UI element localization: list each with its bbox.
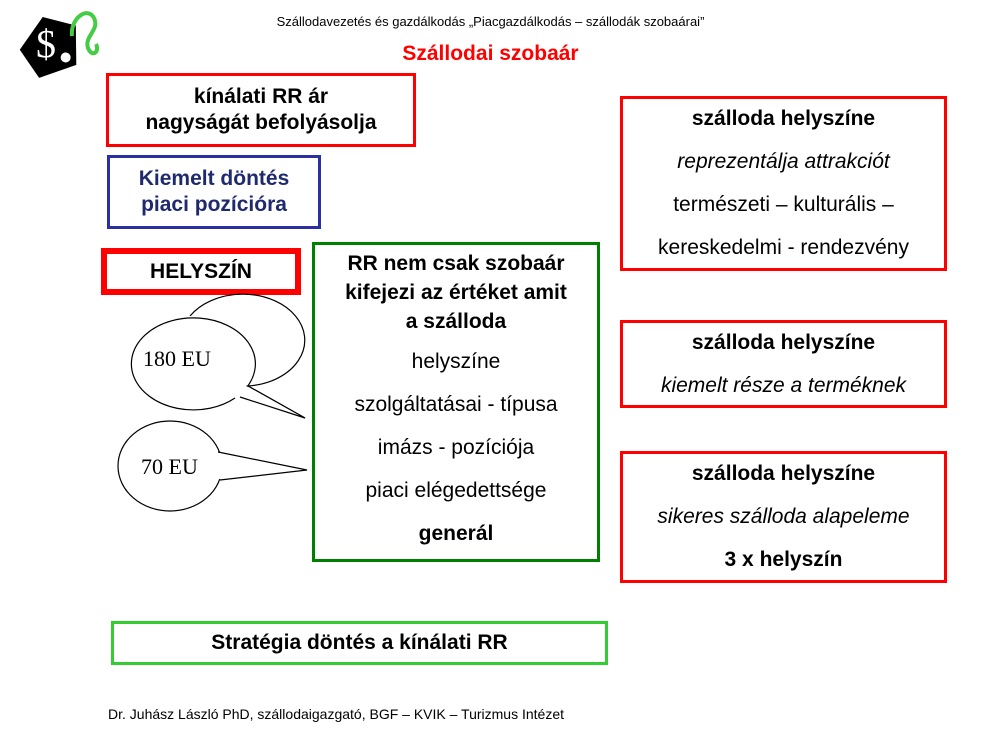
callout-180-label: 180 EU <box>143 346 211 371</box>
center-line3: a szálloda <box>405 310 507 333</box>
right1-italic: reprezentálja attrakciót <box>677 150 890 173</box>
right-box-3 <box>620 451 947 583</box>
helyszin-label: HELYSZÍN <box>150 259 252 283</box>
strategy-label: Stratégia döntés a kínálati RR <box>211 631 508 654</box>
header-text: Szállodavezetés és gazdálkodás „Piacgazdálkodás – szállodák szobaárai” <box>276 14 705 29</box>
right2-title: szálloda helyszíne <box>691 331 876 354</box>
right-box-1 <box>620 96 947 271</box>
center-item: piaci elégedettsége <box>365 479 547 502</box>
center-box <box>312 242 600 562</box>
center-item: imázs - pozíciója <box>377 436 535 459</box>
right3-italic: sikeres szálloda alapeleme <box>657 505 910 528</box>
center-item: helyszíne <box>411 350 501 373</box>
right3-title: szálloda helyszíne <box>691 462 876 485</box>
right-box-2 <box>620 320 947 408</box>
strategy-box <box>111 621 608 665</box>
center-line1: RR nem csak szobaár <box>347 252 565 275</box>
right1-line3: természeti – kulturális – <box>673 193 894 216</box>
svg-text:$: $ <box>35 21 56 67</box>
footer-text: Dr. Juhász László PhD, szállodaigazgató, BGF – KVIK – Turizmus Intézet <box>108 706 564 722</box>
right1-title: szálloda helyszíne <box>691 107 876 130</box>
right2-italic: kiemelt része a terméknek <box>660 374 907 397</box>
kiemelt-line1: Kiemelt döntés <box>138 167 290 190</box>
kinalati-line1: kínálati RR ár <box>193 85 329 108</box>
callout-70-label: 70 EU <box>141 454 198 479</box>
kiemelt-line2: piaci pozícióra <box>141 193 287 216</box>
page-title: Szállodai szobaár <box>402 42 579 65</box>
right1-line4: kereskedelmi - rendezvény <box>658 236 909 259</box>
center-line2: kifejezi az értéket amit <box>345 281 567 304</box>
kinalati-line2: nagyságát befolyásolja <box>145 111 377 134</box>
center-last: generál <box>418 522 494 545</box>
center-item: szolgáltatásai - típusa <box>354 393 558 416</box>
right3-line3: 3 x helyszín <box>724 548 843 571</box>
